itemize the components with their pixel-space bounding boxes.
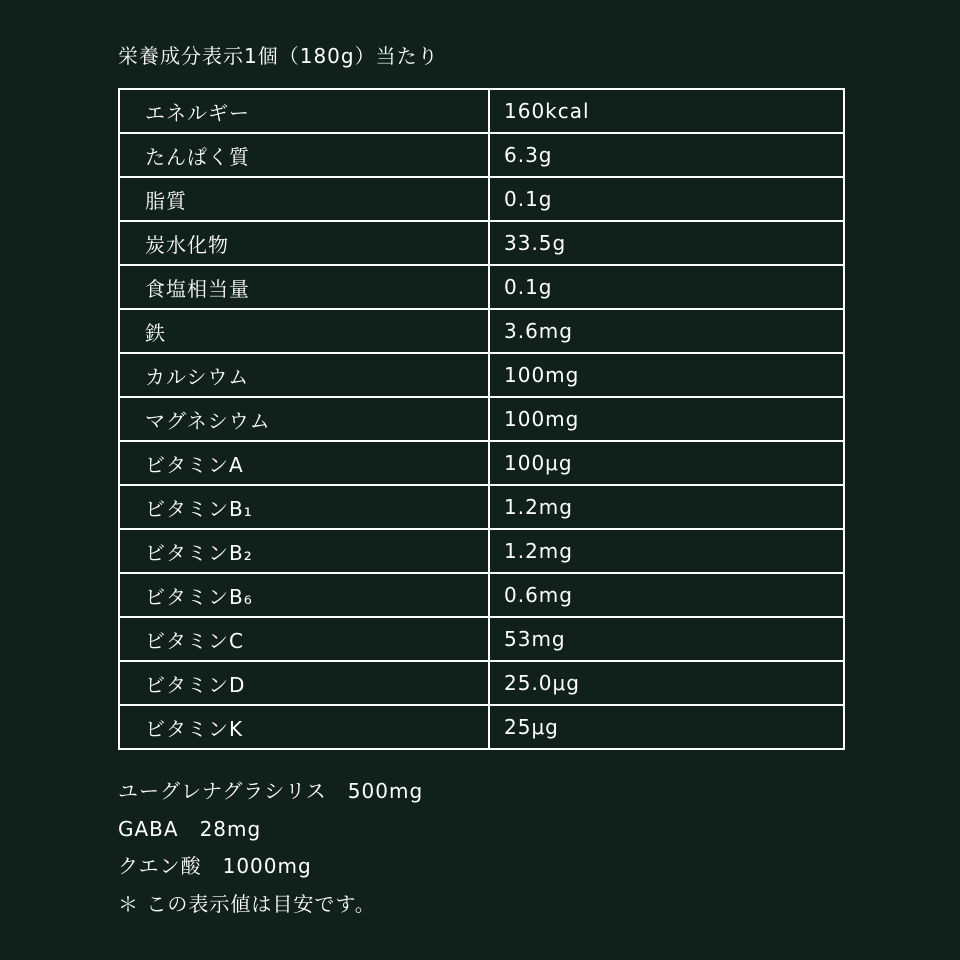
nutrient-name: 炭水化物 <box>119 221 489 265</box>
nutrient-name: ビタミンB₁ <box>119 485 489 529</box>
nutrient-value: 33.5g <box>489 221 844 265</box>
nutrient-value: 1.2mg <box>489 529 844 573</box>
nutrient-value: 100mg <box>489 397 844 441</box>
table-row <box>119 661 844 705</box>
nutrient-name: エネルギー <box>119 89 489 133</box>
nutrient-value: 1.2mg <box>489 485 844 529</box>
table-row <box>119 573 844 617</box>
nutrient-name: ビタミンC <box>119 617 489 661</box>
table-row <box>119 89 844 133</box>
nutrition-table <box>118 88 845 750</box>
table-row <box>119 177 844 221</box>
supplement-notes <box>118 773 423 923</box>
table-row <box>119 265 844 309</box>
table-row <box>119 397 844 441</box>
table-row <box>119 441 844 485</box>
nutrient-value: 160kcal <box>489 89 844 133</box>
table-row <box>119 617 844 661</box>
table-row <box>119 529 844 573</box>
nutrient-value: 100μg <box>489 441 844 485</box>
nutrient-name: 脂質 <box>119 177 489 221</box>
nutrient-name: 鉄 <box>119 309 489 353</box>
nutrient-value: 6.3g <box>489 133 844 177</box>
note-euglena: ユーグレナグラシリス 500mg <box>118 779 424 803</box>
nutrient-value: 25.0μg <box>489 661 844 705</box>
nutrient-name: ビタミンB₂ <box>119 529 489 573</box>
nutrient-value: 0.1g <box>489 265 844 309</box>
nutrient-value: 100mg <box>489 353 844 397</box>
nutrient-name: 食塩相当量 <box>119 265 489 309</box>
note-gaba: GABA 28mg <box>118 816 262 841</box>
nutrient-name: ビタミンB₆ <box>119 573 489 617</box>
nutrient-name: たんぱく質 <box>119 133 489 177</box>
nutrient-value: 0.1g <box>489 177 844 221</box>
table-row <box>119 705 844 749</box>
table-row <box>119 309 844 353</box>
table-row <box>119 133 844 177</box>
nutrient-value: 3.6mg <box>489 309 844 353</box>
nutrient-name: ビタミンD <box>119 661 489 705</box>
nutrition-heading: 栄養成分表示1個（180g）当たり <box>118 44 439 68</box>
nutrient-name: カルシウム <box>119 353 489 397</box>
table-row <box>119 485 844 529</box>
nutrient-value: 25μg <box>489 705 844 749</box>
note-disclaimer: ＊ この表示値は目安です。 <box>118 891 376 916</box>
nutrient-value: 53mg <box>489 617 844 661</box>
table-row <box>119 221 844 265</box>
note-citric-acid: クエン酸 1000mg <box>118 854 312 878</box>
table-row <box>119 353 844 397</box>
nutrient-name: ビタミンK <box>119 705 489 749</box>
nutrient-value: 0.6mg <box>489 573 844 617</box>
nutrient-name: マグネシウム <box>119 397 489 441</box>
nutrient-name: ビタミンA <box>119 441 489 485</box>
